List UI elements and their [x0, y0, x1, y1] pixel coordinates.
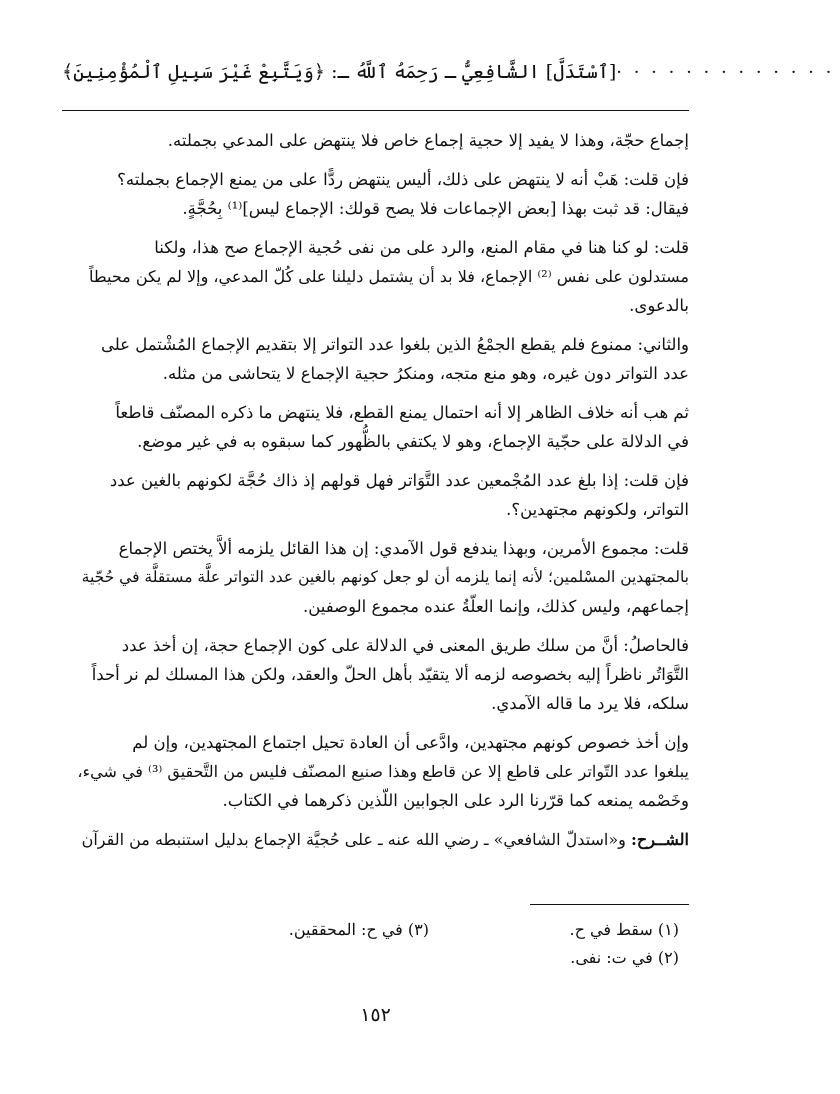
paragraph — [72, 534, 689, 621]
footnote-text: في ت: نفى. — [570, 948, 653, 967]
footnote-number: (٣) — [407, 920, 429, 939]
text-line: فالحاصلُ: أنَّ من سلك طريق المعنى في الدلالة على كون الإجماع حجة، إن أخذ عدد — [121, 636, 689, 655]
paragraph — [72, 398, 689, 456]
running-header — [62, 52, 835, 92]
paragraph — [72, 631, 689, 718]
text-line — [72, 825, 689, 854]
footnote-number: (١) — [657, 920, 679, 939]
commentary-label: الشــرح: — [630, 830, 689, 849]
paragraph — [72, 165, 689, 223]
paragraph — [72, 330, 689, 388]
text-line: وإن أخذ خصوص كونهم مجتهدين، وادَّعى أن العادة تحيل اجتماع المجتهدين، وإن لم — [132, 733, 689, 752]
header-title: [ٱسْتَدَلَّ] الشَّافِعِيُّ ـ رَحِمَهُ ٱللَّهُ ـ: ﴿وَيَتَّبِعْ غَيْرَ سَبِيلِ ٱلْمُؤْمِنِينَ﴾ — [62, 61, 617, 83]
commentary-text: و«استدلّ الشافعي» ـ رضي الله عنه ـ على حُجيَّة الإجماع بدليل استنبطه من القرآن — [81, 830, 631, 849]
paragraph — [72, 466, 689, 524]
footnote-row — [72, 916, 679, 944]
paragraph — [72, 728, 689, 815]
text-line: ثم هب أنه خلاف الظاهر إلا أنه احتمال يمنع القطع، فلا ينتهض ما ذكره المصنّف قاطعاً — [115, 403, 689, 422]
footnote-text: في ح: المحققين. — [288, 920, 403, 939]
text-line: والثاني: ممنوع فلم يقطع الجمْعُ الذين بلغوا عدد التواتر إلا بتقديم الإجماع المُشْتمل على — [100, 335, 689, 354]
footnote — [179, 916, 429, 944]
header-rule — [62, 110, 689, 111]
page-number: ١٥٢ — [360, 1004, 391, 1026]
text-line: بالدعوى. — [629, 296, 689, 315]
text-line: في الدلالة على حجّية الإجماع، وهو لا يكتفي بالظُّهور كما سبقوه به في غير موضع. — [137, 432, 689, 451]
text-line: التواتر، ولكونهم مجتهدين؟. — [506, 500, 689, 519]
footnotes — [72, 916, 679, 972]
footnote — [429, 916, 679, 944]
text-line: فيقال: قد ثبت بهذا [بعض الإجماعات فلا يصح قولك: الإجماع ليس]⁽¹⁾ بِحُجَّةٍ. — [182, 199, 689, 218]
paragraph — [72, 126, 689, 155]
text-line: قلت: لو كنا هنا في مقام المنع، والرد على من نفى حُجية الإجماع صح هذا، ولكنا — [154, 238, 689, 257]
text-line: وخَصْمه يمنعه كما قرّرنا الرد على الجوابين اللّذين ذكرهما في الكتاب. — [222, 791, 689, 810]
footnote-rule — [530, 904, 689, 905]
text-line: إجماعهم، وليس كذلك، وإنما العلّةُ عنده مجموع الوصفين. — [302, 597, 689, 616]
footnote-row — [72, 944, 679, 972]
paragraph — [72, 233, 689, 320]
text-line: عدد التواتر دون غيره، وهو منع متجه، ومنكرُ حجية الإجماع لا يتحاشى من مثله. — [162, 364, 689, 383]
text-line: يبلغوا عدد التّواتر على قاطع إلا عن قاطع وهذا صنيع المصنّف فليس من التَّحقيق ⁽³⁾ في شيء، — [77, 762, 689, 781]
text-line: مستدلون على نفس ⁽²⁾ الإجماع، فلا بد أن يشتمل دليلنا على كُلّ المدعي، وإلا لم يكن محيطاً — [89, 267, 689, 286]
footnote-number: (٢) — [657, 948, 679, 967]
text-line: سلكه، فلا يرد ما قاله الآمدي. — [491, 694, 689, 713]
commentary-paragraph — [72, 825, 689, 854]
text-line: فإن قلت: هَبْ أنه لا ينتهض على ذلك، أليس ينتهض ردًّا على من يمنع الإجماع بجملته؟ — [117, 170, 689, 189]
text-line: بالمجتهدين المسْلمين؛ لأنه إنما يلزمه أن لو جعل كونهم بالغين عدد التواتر علَّة مستقلَّة في حُجّية — [81, 568, 689, 586]
main-text — [72, 126, 689, 864]
text-line: التَّوَاتُر ناظراً إليه بخصوصه لزمه ألا يتقيّد بأهل الحلّ والعقد، ولكن هذا المسلك لم نر أحداً — [91, 665, 689, 684]
footnote-text: سقط في ح. — [569, 920, 653, 939]
text-line: إجماع حجّة، وهذا لا يفيد إلا حجية إجماع خاص فلا ينتهض على المدعي بجملته. — [167, 131, 689, 150]
footnote — [429, 944, 679, 972]
text-line: فإن قلت: إذا بلغ عدد المُجْمعين عدد التَّوَاتر فهل قولهم إذ ذاك حُجَّة لكونهم بالغين عدد — [109, 471, 689, 490]
header-leader-dots: · · · · · · · · · · · · · — [616, 61, 835, 83]
text-line: قلت: مجموع الأمرين، وبهذا يندفع قول الآمدي: إن هذا القائل يلزمه ألاَّ يختص الإجماع — [118, 539, 689, 558]
